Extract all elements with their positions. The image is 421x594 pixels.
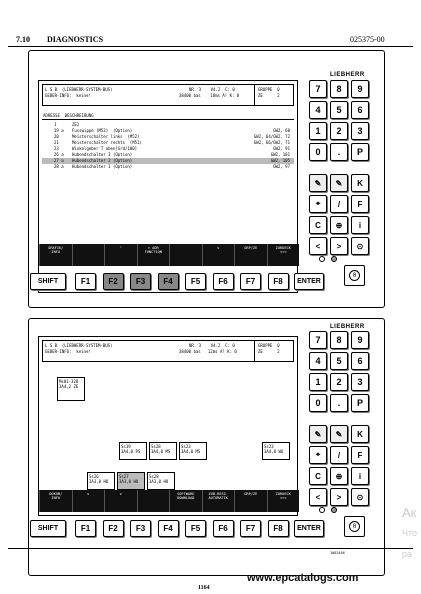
baud-info: 38400 bas 12ms A! K: 0 — [179, 349, 237, 354]
node-id: Ss23 — [264, 444, 274, 449]
row-value: GW2, 66/GW2, 71 — [253, 140, 290, 145]
keypad-key-3[interactable]: 3 — [351, 122, 369, 140]
function-key-f4[interactable]: F4 — [158, 273, 179, 290]
keypad-key-P[interactable]: P — [351, 394, 369, 412]
keypad-key-2[interactable]: 2 — [330, 373, 348, 391]
softkey-1[interactable]: GRAFIK/ INFO — [39, 244, 72, 266]
bus-node-box[interactable] — [149, 442, 177, 460]
function-symbol-key[interactable]: / — [330, 195, 348, 213]
function-symbol-key[interactable]: C — [309, 467, 327, 485]
row-address: 28 a — [54, 164, 64, 169]
softkey-5[interactable] — [169, 244, 202, 266]
led-indicator — [331, 507, 337, 513]
power-icon: 0 — [349, 521, 360, 532]
function-symbol-key[interactable]: ⌖ — [309, 195, 327, 213]
keypad-key-0[interactable]: 0 — [309, 394, 327, 412]
function-symbol-key[interactable]: ⊕ — [330, 467, 348, 485]
row-description: Hubendschalter 2 (Option) — [72, 158, 133, 163]
function-symbol-key[interactable]: ⌖ — [309, 446, 327, 464]
group-label: GRUPPE 0 — [258, 87, 280, 92]
node-id: Ss23 — [181, 444, 191, 449]
brand-logo: LIEBHERR — [330, 324, 365, 330]
keypad-key-4[interactable]: 4 — [309, 101, 327, 119]
keypad-key-3[interactable]: 3 — [351, 373, 369, 391]
function-key-f7[interactable]: F7 — [240, 273, 261, 290]
row-value: GW2, 97 — [273, 164, 290, 169]
shift-key[interactable]: SHIFT — [30, 520, 66, 537]
bus-node-box[interactable] — [119, 442, 147, 460]
power-icon: 0 — [349, 270, 360, 281]
page-number: 1164 — [198, 585, 210, 591]
led-indicator — [319, 256, 325, 262]
node-info: NR. 3 V4.2 C: 0 — [189, 343, 235, 348]
keypad-key-5[interactable]: 5 — [330, 101, 348, 119]
function-symbol-key[interactable]: ✎ — [309, 174, 327, 192]
node-id: Ss28 — [151, 444, 161, 449]
function-symbol-key[interactable]: ⊕ — [330, 216, 348, 234]
bus-title: L S B (LIEBHERR-SYSTEM-BUS) — [45, 87, 113, 92]
softkey-2[interactable]: v — [72, 490, 105, 512]
function-symbol-key[interactable]: ✎ — [330, 174, 348, 192]
node-address: 3A3,0 HO — [149, 479, 169, 484]
led-indicator — [319, 507, 325, 513]
function-symbol-key[interactable]: K — [351, 174, 369, 192]
function-key-f1[interactable]: F1 — [75, 520, 96, 537]
bus-node-box[interactable] — [262, 442, 290, 460]
brand-logo: LIEBHERR — [330, 72, 365, 78]
keypad-key-8[interactable]: 8 — [330, 331, 348, 349]
watermark-site[interactable]: www.epcatalogs.com — [247, 572, 359, 584]
node-id: Ms01-328 — [59, 379, 79, 384]
led-indicator — [331, 256, 337, 262]
keypad-key-1[interactable]: 1 — [309, 122, 327, 140]
table-row[interactable] — [42, 164, 294, 170]
function-key-f3[interactable]: F3 — [130, 520, 151, 537]
bus-node-box[interactable] — [179, 442, 207, 460]
node-info: NR. 3 V4.2 C: 0 — [189, 87, 235, 92]
function-key-f2[interactable]: F2 — [103, 520, 124, 537]
function-key-f8[interactable]: F8 — [268, 273, 289, 290]
overlay-text: Что — [402, 528, 418, 538]
node-id: Ss27 — [119, 474, 129, 479]
row-value: GW2, 91 — [273, 146, 290, 151]
row-description: Winkelgeber T oben[Grd/100] — [72, 146, 138, 151]
row-value: GW2, 60 — [273, 128, 290, 133]
column-headers: ADRESSE BESCHREIBUNG — [43, 113, 94, 118]
softkey-7[interactable]: GRP/ZE — [234, 244, 267, 266]
power-button[interactable] — [344, 516, 365, 537]
bus-node-box[interactable] — [117, 472, 145, 490]
bus-node-box[interactable] — [147, 472, 175, 490]
node-id: Ss19 — [121, 444, 131, 449]
section-title: DIAGNOSTICS — [47, 35, 104, 44]
keypad-key-P[interactable]: P — [351, 143, 369, 161]
shift-key[interactable]: SHIFT — [30, 273, 66, 290]
row-value: GW2, 105 — [270, 158, 290, 163]
row-description: ZE2 — [72, 122, 80, 127]
function-key-f1[interactable]: F1 — [75, 273, 96, 290]
node-address: 3A3,0 HO — [119, 479, 139, 484]
node-address: 3A3,0 HO — [89, 479, 109, 484]
function-key-f4[interactable]: F4 — [158, 520, 179, 537]
bus-node-box[interactable] — [57, 377, 85, 401]
function-key-f6[interactable]: F6 — [213, 520, 234, 537]
keypad-key-.[interactable]: . — [330, 394, 348, 412]
keypad-key-6[interactable]: 6 — [351, 101, 369, 119]
ze-label: ZE 2 — [258, 93, 280, 98]
function-symbol-key[interactable]: F — [351, 195, 369, 213]
function-symbol-key[interactable]: F — [351, 446, 369, 464]
node-address: 3A4,0 MS — [181, 449, 201, 454]
row-address: 20 — [54, 134, 59, 139]
enter-key[interactable]: ENTER — [294, 273, 324, 290]
display-screen-1 — [38, 80, 298, 293]
keypad-key-1[interactable]: 1 — [309, 373, 327, 391]
keypad-key-5[interactable]: 5 — [330, 352, 348, 370]
keypad-key-4[interactable]: 4 — [309, 352, 327, 370]
function-key-f8[interactable]: F8 — [268, 520, 289, 537]
softkey-6[interactable]: ZUB-RESZ. AUTOMATIK — [202, 490, 235, 512]
keypad-key-.[interactable]: . — [330, 143, 348, 161]
keypad-key-2[interactable]: 2 — [330, 122, 348, 140]
bus-node-box[interactable] — [87, 472, 115, 490]
function-symbol-key[interactable]: / — [330, 446, 348, 464]
keypad-key-8[interactable]: 8 — [330, 80, 348, 98]
row-address: 1 — [54, 122, 57, 127]
row-value: GW2, 101 — [270, 152, 290, 157]
row-description: Hubendschalter 3 (Option) — [72, 152, 133, 157]
keypad-key-6[interactable]: 6 — [351, 352, 369, 370]
function-symbol-key[interactable]: ✎ — [330, 425, 348, 443]
ze-label: ZE 2 — [258, 349, 280, 354]
function-symbol-key[interactable]: ✎ — [309, 425, 327, 443]
keypad-key-0[interactable]: 0 — [309, 143, 327, 161]
row-description: Hubendschalter 1 (Option) — [72, 164, 133, 169]
doc-number: 025375-00 — [350, 35, 385, 44]
bus-title: L S B (LIEBHERR-SYSTEM-BUS) — [45, 343, 113, 348]
sensor-info: GEBER-INFO: keine! — [45, 93, 91, 98]
function-key-f3[interactable]: F3 — [130, 273, 151, 290]
node-address: 3A4,2 ZE — [59, 384, 79, 389]
row-description: Meisterschalter rechts (M51) — [72, 140, 142, 145]
row-address: 27 a — [54, 158, 64, 163]
display-screen-2 — [38, 336, 298, 516]
keypad-key-7[interactable]: 7 — [309, 80, 327, 98]
node-address: 3A4,0 MS — [151, 449, 171, 454]
softkey-8[interactable]: ZURUECK <<< — [267, 490, 300, 512]
keypad-key-9[interactable]: 9 — [351, 331, 369, 349]
function-symbol-key[interactable]: C — [309, 216, 327, 234]
row-value: GW2, 64/GW2, 72 — [253, 134, 290, 139]
function-key-f7[interactable]: F7 — [240, 520, 261, 537]
group-label: GRUPPE 0 — [258, 343, 280, 348]
node-id: Ss28 — [149, 474, 159, 479]
function-key-f2[interactable]: F2 — [103, 273, 124, 290]
softkey-5[interactable]: SOFTWARE DOWNLOAD — [169, 490, 202, 512]
function-symbol-key[interactable]: ⊙ — [351, 488, 369, 506]
power-button[interactable] — [344, 265, 365, 286]
softkey-8[interactable]: ZURUECK <<< — [267, 244, 300, 266]
footer-rule — [8, 548, 413, 549]
row-description: Meisterschalter links (M52) — [72, 134, 140, 139]
function-symbol-key[interactable]: ⊙ — [351, 237, 369, 255]
overlay-text: Ак — [402, 505, 417, 520]
baud-info: 38400 bas 18ms A! K: 0 — [179, 93, 240, 98]
keypad-key-9[interactable]: 9 — [351, 80, 369, 98]
node-id: Ss26 — [89, 474, 99, 479]
keypad-key-7[interactable]: 7 — [309, 331, 327, 349]
section-number: 7.10 — [16, 35, 30, 44]
function-symbol-key[interactable]: i — [351, 216, 369, 234]
function-key-f6[interactable]: F6 — [213, 273, 234, 290]
softkey-2[interactable] — [72, 244, 105, 266]
softkey-6[interactable]: v — [202, 244, 235, 266]
softkey-3[interactable]: ^ — [104, 244, 137, 266]
node-address: 3A4,0 W6 — [264, 449, 284, 454]
function-symbol-key[interactable]: > — [330, 488, 348, 506]
softkey-1[interactable]: DOKUM/ INFO — [39, 490, 72, 512]
function-symbol-key[interactable]: > — [330, 237, 348, 255]
softkey-7[interactable]: GRP/ZE — [234, 490, 267, 512]
softkey-4[interactable]: > ADR FUNCTION — [137, 244, 170, 266]
row-address: 23 — [54, 146, 59, 151]
row-description: Fusswippe (M53) (Option) — [72, 128, 133, 133]
function-symbol-key[interactable]: i — [351, 467, 369, 485]
softkey-4[interactable] — [137, 490, 170, 512]
softkey-3[interactable]: v — [104, 490, 137, 512]
function-key-f5[interactable]: F5 — [185, 273, 206, 290]
row-address: 26 a — [54, 152, 64, 157]
function-symbol-key[interactable]: K — [351, 425, 369, 443]
function-symbol-key[interactable]: < — [309, 237, 327, 255]
enter-key[interactable]: ENTER — [294, 520, 324, 537]
function-symbol-key[interactable]: < — [309, 488, 327, 506]
overlay-text: ра — [402, 549, 413, 559]
header-rule — [8, 46, 413, 47]
figure-id: 1002446 — [330, 551, 345, 555]
node-address: 3A4,0 PS — [121, 449, 141, 454]
function-key-f5[interactable]: F5 — [185, 520, 206, 537]
row-address: 19 a — [54, 128, 64, 133]
row-address: 21 — [54, 140, 59, 145]
sensor-info: GEBER-INFO: keine! — [45, 349, 91, 354]
